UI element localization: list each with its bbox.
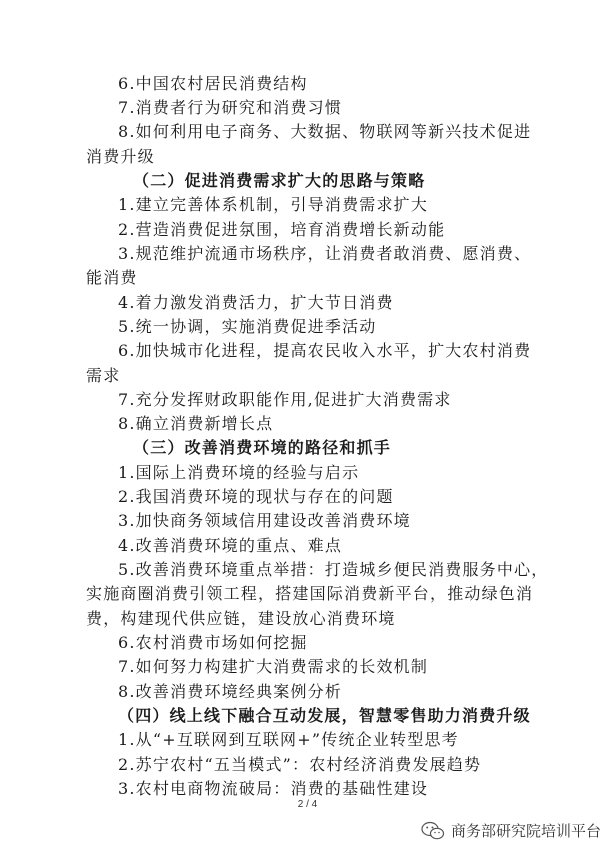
- list-item: 1.从“+互联网到互联网+”传统企业转型思考: [118, 730, 459, 749]
- list-item: 3.规范维护流通市场秩序，让消费者敢消费、愿消费、: [118, 244, 532, 263]
- list-item: 7.如何努力构建扩大消费需求的长效机制: [118, 657, 429, 676]
- list-item: 3.农村电商物流破局：消费的基础性建设: [118, 779, 429, 798]
- list-item: 5.改善消费环境重点举措：打造城乡便民消费服务中心，: [118, 560, 549, 579]
- list-item: 8.确立消费新增长点: [118, 414, 274, 433]
- list-item: 3.加快商务领域信用建设改善消费环境: [118, 511, 411, 530]
- list-item: 6.农村消费市场如何挖掘: [118, 633, 308, 652]
- list-item: 8.如何利用电子商务、大数据、物联网等新兴技术促进: [118, 122, 532, 141]
- list-item-continuation: 实施商圈消费引领工程，搭建国际消费新平台，推动绿色消: [86, 584, 534, 603]
- list-item-continuation: 消费升级: [86, 147, 155, 166]
- list-item: 4.着力激发消费活力，扩大节日消费: [118, 293, 394, 312]
- list-item: 8.改善消费环境经典案例分析: [118, 682, 343, 701]
- list-item: 2.营造消费促进氛围，培育消费增长新动能: [118, 220, 446, 239]
- list-item-continuation: 需求: [86, 366, 121, 385]
- section-heading-3: （三）改善消费环境的路径和抓手: [133, 438, 392, 457]
- list-item: 7.消费者行为研究和消费习惯: [118, 98, 343, 117]
- list-item-continuation: 能消费: [86, 268, 138, 287]
- list-item: 7.充分发挥财政职能作用,促进扩大消费需求: [118, 390, 452, 409]
- watermark: [421, 820, 601, 841]
- list-item: 2.我国消费环境的现状与存在的问题: [118, 487, 394, 506]
- wechat-icon: [421, 821, 445, 841]
- list-item: 6.加快城市化进程，提高农民收入水平，扩大农村消费: [118, 341, 532, 360]
- watermark-text: 商务部研究院培训平台: [450, 822, 601, 840]
- list-item: 2.苏宁农村“五当模式”：农村经济消费发展趋势: [118, 755, 482, 774]
- list-item: 5.统一协调，实施消费促进季活动: [118, 317, 377, 336]
- section-heading-2: （二）促进消费需求扩大的思路与策略: [133, 171, 426, 190]
- list-item: 4.改善消费环境的重点、难点: [118, 536, 343, 555]
- section-heading-4: （四）线上线下融合互动发展，智慧零售助力消费升级: [118, 706, 531, 725]
- list-item-continuation: 费，构建现代供应链，建设放心消费环境: [86, 609, 396, 628]
- list-item: 1.国际上消费环境的经验与启示: [118, 463, 360, 482]
- list-item: 6.中国农村居民消费结构: [118, 74, 308, 93]
- list-item: 1.建立完善体系机制，引导消费需求扩大: [118, 195, 429, 214]
- page-number: 2 / 4: [297, 799, 318, 810]
